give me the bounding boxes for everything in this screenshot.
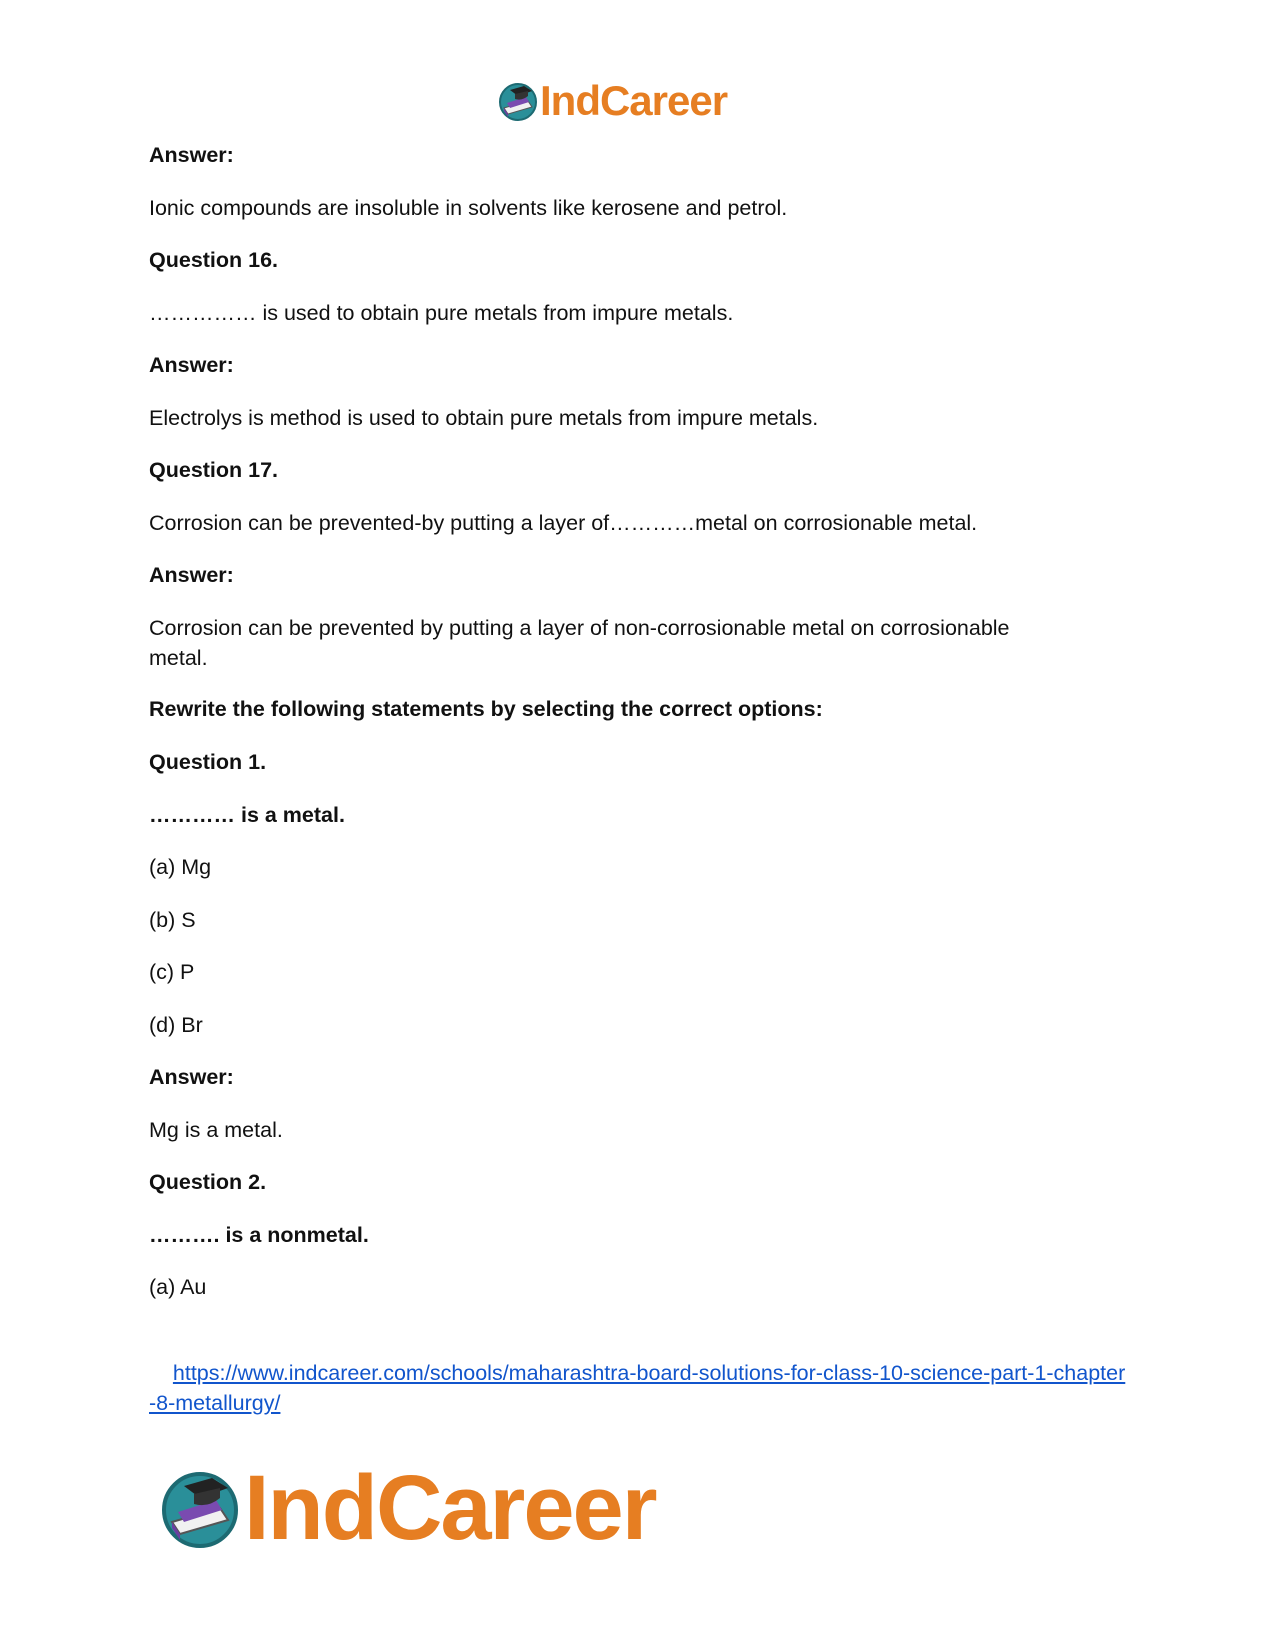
answer-text: Corrosion can be prevented by putting a layer of non-corrosionable metal on corrosionable metal. <box>149 616 1016 670</box>
option-a: (a) Mg <box>149 855 212 879</box>
answer-label: Answer: <box>149 1065 234 1089</box>
option-a: (a) Au <box>149 1275 207 1299</box>
answer-label: Answer: <box>149 563 234 587</box>
answer-label: Answer: <box>149 143 234 167</box>
question-heading: Question 17. <box>149 458 279 482</box>
answer-label: Answer: <box>149 353 234 377</box>
question-heading: Question 16. <box>149 248 279 272</box>
option-b: (b) S <box>149 908 196 932</box>
question-text: ………… is a metal. <box>149 803 345 827</box>
answer-text: Ionic compounds are insoluble in solvents like kerosene and petrol. <box>149 196 788 220</box>
logo-wordmark: IndCareer <box>540 77 728 124</box>
answer-text: Mg is a metal. <box>149 1118 283 1142</box>
footer-logo <box>160 1457 656 1559</box>
source-link[interactable]: https://www.indcareer.com/schools/maharashtra-board-solutions-for-class-10-science-part-1-chapter-8-metallurgy/ <box>149 1361 1126 1415</box>
section-heading: Rewrite the following statements by selecting the correct options: <box>149 697 823 721</box>
option-c: (c) P <box>149 960 195 984</box>
logo-wordmark: IndCareer <box>244 1457 656 1559</box>
answer-text: Electrolys is method is used to obtain pure metals from impure metals. <box>149 406 819 430</box>
question-text: …………… is used to obtain pure metals from impure metals. <box>149 301 734 325</box>
header-logo <box>498 77 728 124</box>
option-d: (d) Br <box>149 1013 203 1037</box>
question-heading: Question 2. <box>149 1170 267 1194</box>
question-text: Corrosion can be prevented-by putting a layer of…………metal on corrosionable metal. <box>149 511 978 535</box>
graduation-book-icon <box>160 1468 240 1548</box>
graduation-book-icon <box>498 81 538 121</box>
question-text: ………. is a nonmetal. <box>149 1223 369 1247</box>
source-link-line <box>149 1328 1129 1448</box>
question-heading: Question 1. <box>149 750 267 774</box>
